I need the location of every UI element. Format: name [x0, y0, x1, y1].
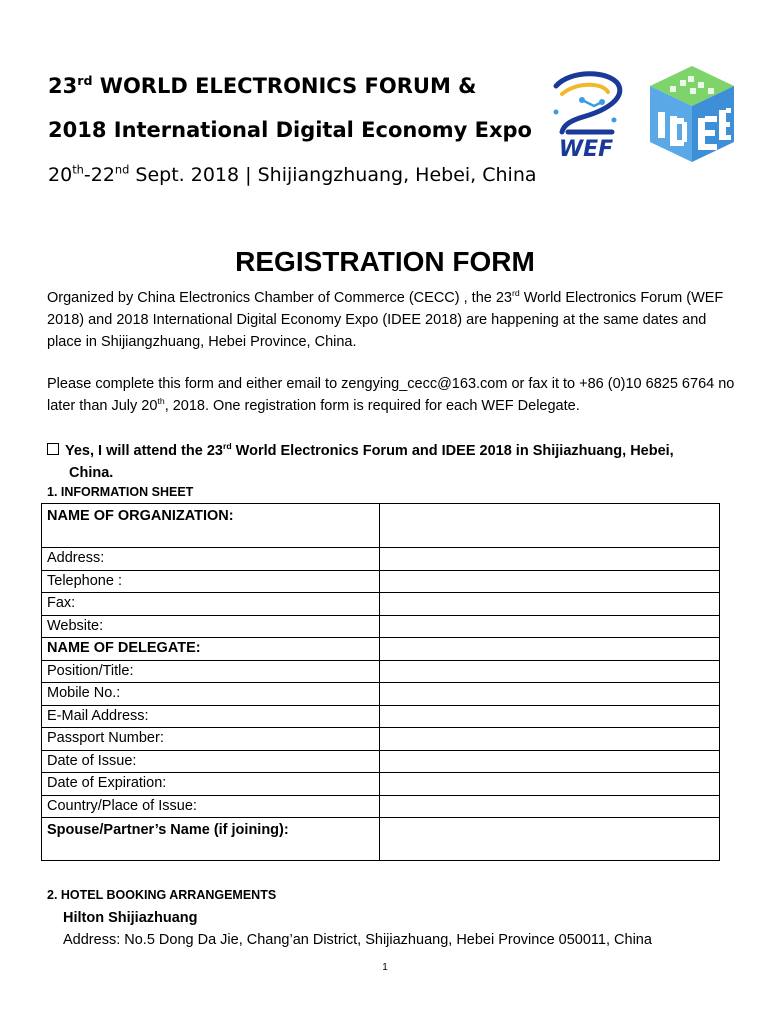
field-label: Date of Expiration:	[42, 773, 380, 796]
field-label: NAME OF ORGANIZATION:	[42, 504, 380, 548]
field-label: Country/Place of Issue:	[42, 795, 380, 818]
table-row	[42, 773, 720, 796]
intro-paragraph: Organized by China Electronics Chamber of Commerce (CECC) , the 23rd World Electronics Forum (WEF 2018) and 2018 International Digital Economy Expo (IDEE 2018) are happening at the same dates and place in Shijiangzhuang, Hebei Province, China.	[47, 288, 724, 350]
field-value[interactable]	[380, 638, 720, 661]
field-label: NAME OF DELEGATE:	[42, 638, 380, 661]
field-label: Spouse/Partner’s Name (if joining):	[42, 818, 380, 861]
form-title: REGISTRATION FORM	[235, 246, 535, 277]
hotel-name: Hilton Shijiazhuang	[63, 910, 198, 926]
field-label: Address:	[42, 548, 380, 571]
field-value[interactable]	[380, 660, 720, 683]
instructions-paragraph: Please complete this form and either email to zengying_cecc@163.com or fax it to +86 (0)10 6825 6764 no later than July 20th, 2018. One registration form is required for each WEF Delegate.	[47, 376, 735, 414]
information-table	[41, 503, 720, 861]
field-label: Position/Title:	[42, 660, 380, 683]
table-row	[42, 818, 720, 861]
field-value[interactable]	[380, 750, 720, 773]
attendance-line2: China.	[69, 465, 114, 481]
section-hotel-booking: 2. HOTEL BOOKING ARRANGEMENTS	[47, 888, 277, 902]
field-label: Passport Number:	[42, 728, 380, 751]
table-row	[42, 638, 720, 661]
field-value[interactable]	[380, 615, 720, 638]
attendance-confirmation: Yes, I will attend the 23rd World Electronics Forum and IDEE 2018 in Shijiazhuang, Hebei, China.	[47, 440, 737, 484]
field-label: Fax:	[42, 593, 380, 616]
field-value[interactable]	[380, 570, 720, 593]
hotel-address: Address: No.5 Dong Da Jie, Chang’an District, Shijiazhuang, Hebei Province 050011, China	[63, 932, 652, 948]
field-value[interactable]	[380, 683, 720, 706]
table-row	[42, 683, 720, 706]
table-row	[42, 548, 720, 571]
field-value[interactable]	[380, 705, 720, 728]
idee-logo	[646, 62, 738, 166]
field-value[interactable]	[380, 773, 720, 796]
attend-checkbox[interactable]	[47, 443, 59, 455]
field-value[interactable]	[380, 593, 720, 616]
field-value[interactable]	[380, 548, 720, 571]
field-label: Telephone :	[42, 570, 380, 593]
field-label: Date of Issue:	[42, 750, 380, 773]
field-label: Website:	[42, 615, 380, 638]
field-value[interactable]	[380, 818, 720, 861]
field-value[interactable]	[380, 795, 720, 818]
event-dates-location: 20th-22nd Sept. 2018 | Shijiangzhuang, Hebei, China	[48, 162, 537, 186]
table-row	[42, 593, 720, 616]
field-label: Mobile No.:	[42, 683, 380, 706]
table-row	[42, 615, 720, 638]
table-row	[42, 728, 720, 751]
wef-logo-text: WEF	[558, 137, 614, 162]
table-row	[42, 795, 720, 818]
section-information-sheet: 1. INFORMATION SHEET	[47, 485, 194, 499]
event-title-line1: 23rd WORLD ELECTRONICS FORUM &	[48, 73, 477, 98]
table-row	[42, 504, 720, 548]
event-title-line2: 2018 International Digital Economy Expo	[48, 118, 532, 142]
page-number: 1	[382, 962, 388, 973]
field-label: E-Mail Address:	[42, 705, 380, 728]
table-row	[42, 705, 720, 728]
wef-logo	[542, 66, 630, 162]
table-row	[42, 570, 720, 593]
table-row	[42, 750, 720, 773]
table-row	[42, 660, 720, 683]
field-value[interactable]	[380, 504, 720, 548]
field-value[interactable]	[380, 728, 720, 751]
